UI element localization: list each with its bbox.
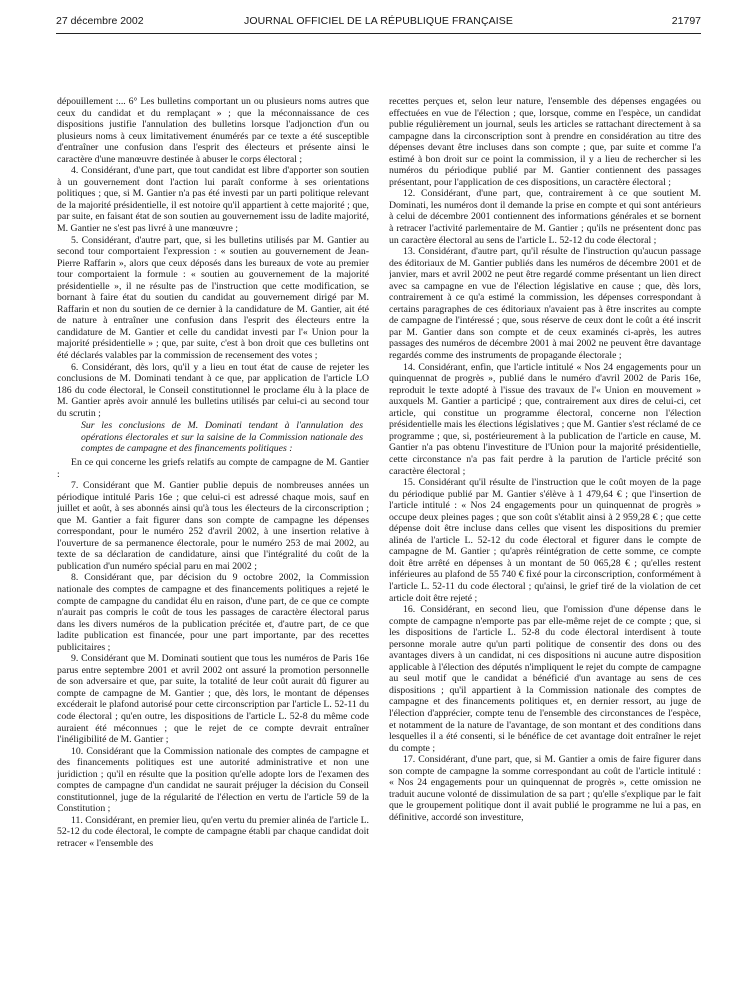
- left-column: [57, 96, 369, 982]
- paragraph-continued: dépouillement :... 6° Les bulletins comportant un ou plusieurs noms autres que ceux du candidat et du remplaçant » ; que la méconnaissance de ces dispositions justifie l'annulation des bulletins lorsque l'adjonction d'un ou plusieurs noms à ceux limitativement énumérés par ce texte a été susceptible d'entraîner une confusion dans l'esprit des électeurs et présente ainsi le caractère d'une manœuvre destinée à abuser le corps électoral ;: [57, 96, 369, 165]
- header-date: 27 décembre 2002: [56, 15, 144, 27]
- journal-title: JOURNAL OFFICIEL DE LA RÉPUBLIQUE FRANÇAISE: [244, 15, 513, 27]
- right-column: [389, 96, 701, 982]
- paragraph-7: 7. Considérant que M. Gantier publie depuis de nombreuses années un périodique intitulé Paris 16e ; que celui-ci est adressé chaque mois, sauf en juillet et août, à ses abonnés ainsi qu'à tous les électeurs de la circonscription ; que M. Gantier a fait figurer dans son compte de campagne les dépenses correspondant, pour le numéro 252 d'avril 2002, à une insertion relative à l'ouverture de sa permanence électorale, pour le numéro 253 de mai 2002, au texte de sa déclaration de candidature, ainsi que l'intégralité du coût de la publication d'un numéro spécial paru en mai 2002 ;: [57, 480, 369, 572]
- paragraph-13: 13. Considérant, d'autre part, qu'il résulte de l'instruction qu'aucun passage des éditoriaux de M. Gantier publiés dans les numéros de décembre 2001 et de janvier, mars et avril 2002 ne peut être regardé comme présentant un lien direct avec sa campagne en vue de l'élection législative en cause ; que, dès lors, contrairement à ce qu'a estimé la commission, les dépenses correspondant à certains paragraphes de ces éditoriaux n'avaient pas à être inscrites au compte de campagne de l'intéressé ; que, sous réserve de ceux dont le coût a été inscrit par M. Gantier dans son compte et de ceux examinés ci-après, les autres passages des numéros de décembre 2001 à mai 2002 ne peuvent être davantage regardés comme des instruments de propagande électorale ;: [389, 246, 701, 362]
- paragraph-15: 15. Considérant qu'il résulte de l'instruction que le coût moyen de la page du périodique publié par M. Gantier s'élève à 1 479,64 € ; que l'insertion de l'article intitulé : « Nos 24 engagements pour un quinquennat de progrès » occupe deux pleines pages ; que son coût s'établit ainsi à 2 959,28 € ; que cette dépense doit être incluse dans celles que visent les dispositions du premier alinéa de l'article L. 52-12 du code électoral et figurer dans le compte de campagne de M. Gantier ; qu'après réintégration de cette somme, ce compte doit être arrêté en dépenses à un montant de 50 065,28 € ; qu'elles restent inférieures au plafond de 55 740 € fixé pour la circonscription, conformément à l'article L. 52-11 du code électoral ; qu'ainsi, le grief tiré de la violation de cet article doit être rejeté ;: [389, 477, 701, 604]
- paragraph-12: 12. Considérant, d'une part, que, contrairement à ce que soutient M. Dominati, les numéros dont il demande la prise en compte et qui sont antérieurs à celui de décembre 2001 contiennent des informations générales et se bornent à retracer l'activité parlementaire de M. Gantier ; qu'ils ne présentent donc pas un caractère électoral au sens de l'article L. 52-12 du code électoral ;: [389, 188, 701, 246]
- paragraph-5: 5. Considérant, d'autre part, que, si les bulletins utilisés par M. Gantier au second tour comportaient l'expression : « soutien au gouvernement de Jean-Pierre Raffarin », alors que ceux déposés dans les bureaux de vote au premier tour comportaient la formule : « soutien au gouvernement de la majorité présidentielle », il ne résulte pas de l'instruction que cette modification, se bornant à faire état du soutien du candidat au gouvernement dirigé par M. Raffarin et non du soutien de ce dernier à la candidature de M. Gantier, ait été de nature à entraîner une confusion dans l'esprit des électeurs entre la candidature de M. Gantier et celle du candidat investi par l'« Union pour la majorité présidentielle » ; que, par suite, c'est à bon droit que ces bulletins ont été déclarés valables par la commission de recensement des votes ;: [57, 234, 369, 362]
- paragraph-17: 17. Considérant, d'une part, que, si M. Gantier a omis de faire figurer dans son compte de campagne la somme correspondant au coût de l'article intitulé : « Nos 24 engagements pour un quinquennat de progrès », cette omission ne traduit aucune volonté de dissimulation de sa part ; qu'elle s'explique par le fait que le groupement politique dont il avait publié le programme ne lui a pas, en définitive, accordé son investiture,: [389, 754, 701, 823]
- paragraph-4: 4. Considérant, d'une part, que tout candidat est libre d'apporter son soutien à un gouvernement dont l'action lui paraît conforme à ses orientations politiques ; que, si M. Gantier n'a pas été investi par un parti politique relevant de la majorité présidentielle, il est notoire qu'il appartient à cette majorité ; que, par suite, en faisant état de son soutien au gouvernement issu de ladite majorité, M. Gantier ne s'est pas livré à une manœuvre ;: [57, 165, 369, 235]
- header-rule: [56, 33, 701, 34]
- section-heading: Sur les conclusions de M. Dominati tendant à l'annulation des opérations électorales et sur la saisine de la Commission nationale des comptes de campagne et des financements politiques :: [81, 420, 363, 455]
- subsection-heading: En ce qui concerne les griefs relatifs au compte de campagne de M. Gantier :: [57, 456, 369, 480]
- paragraph-11: 11. Considérant, en premier lieu, qu'en vertu du premier alinéa de l'article L. 52-12 du code électoral, le compte de campagne établi par chaque candidat doit retracer « l'ensemble des: [57, 814, 369, 849]
- page-number: 21797: [671, 15, 701, 27]
- paragraph-14: 14. Considérant, enfin, que l'article intitulé « Nos 24 engagements pour un quinquennat de progrès », publié dans le numéro d'avril 2002 de Paris 16e, reproduit le texte adopté à l'issue des travaux de l'« Union en mouvement » auxquels M. Gantier a participé ; que, contrairement aux dires de celui-ci, cet article, qui constitue un programme électoral, concerne non l'élection présidentielle mais les élections législatives ; que M. Gantier s'est réclamé de ce programme ; que, si, postérieurement à la publication de l'article en cause, M. Gantier n'a pas obtenu l'investiture de l'Union pour la majorité présidentielle, cette circonstance n'a pas fait perdre à la parution de l'article précité son caractère électoral ;: [389, 361, 701, 477]
- paragraph-6: 6. Considérant, dès lors, qu'il y a lieu en tout état de cause de rejeter les conclusions de M. Dominati tendant à ce que, par application de l'article LO 186 du code électoral, le Conseil constitutionnel le proclame élu à la place de M. Gantier après avoir annulé les bulletins utilisés par celui-ci au second tour du scrutin ;: [57, 361, 369, 419]
- paragraph-16: 16. Considérant, en second lieu, que l'omission d'une dépense dans le compte de campagne n'emporte pas par elle-même rejet de ce compte ; que, si les dispositions de l'article L. 52-8 du code électoral interdisent à toute personne morale autre qu'un parti politique de consentir des dons ou des avantages divers à un candidat, ni ces dispositions ni aucune autre disposition applicable à l'élection des députés n'impliquent le rejet du compte de campagne au seul motif que le candidat a bénéficié d'un avantage au sens de ces dispositions ; qu'il appartient à la Commission nationale des comptes de campagne et des financements politiques et, en dernier ressort, au juge de l'élection d'apprécier, compte tenu de l'ensemble des circonstances de l'espèce, et notamment de la nature de l'avantage, de son montant et des conditions dans lesquelles il a été consenti, si le bénéfice de cet avantage doit entraîner le rejet du compte ;: [389, 604, 701, 754]
- page-header: [56, 15, 701, 31]
- paragraph-9: 9. Considérant que M. Dominati soutient que tous les numéros de Paris 16e parus entre septembre 2001 et avril 2002 ont assuré la promotion personnelle de son adversaire et que, par suite, la totalité de leur coût aurait dû figurer au compte de campagne de M. Gantier ; que, dès lors, le montant de dépenses excéderait le plafond autorisé pour cette circonscription par l'article L. 52-11 du code électoral ; qu'en outre, les dispositions de l'article L. 52-8 du même code auraient été méconnues ; que le rejet de ce compte devrait entraîner l'inéligibilité de M. Gantier ;: [57, 653, 369, 746]
- paragraph-11-continued: recettes perçues et, selon leur nature, l'ensemble des dépenses engagées ou effectuées en vue de l'élection ; que, lorsque, comme en l'espèce, un candidat publie régulièrement un journal, seuls les articles se rattachant directement à sa campagne dans la circonscription sont à prendre en considération au titre des dépenses devant être incluses dans son compte ; que, par suite et comme l'a estimé à bon droit sur ce point la commission, il y a lieu de rechercher si les numéros du périodique publié par M. Gantier contiennent des passages présentant, pour l'application de ces dispositions, un caractère électoral ;: [389, 96, 701, 188]
- paragraph-10: 10. Considérant que la Commission nationale des comptes de campagne et des financements politiques est une autorité administrative et non une juridiction ; qu'il en résulte que la position qu'elle adopte lors de l'examen des comptes de campagne d'un candidat ne saurait préjuger la décision du Conseil constitutionnel, juge de la régularité de l'élection en vertu de l'article 59 de la Constitution ;: [57, 745, 369, 815]
- paragraph-8: 8. Considérant que, par décision du 9 octobre 2002, la Commission nationale des comptes de campagne et des financements politiques a rejeté le compte de campagne du candidat élu en raison, d'une part, de ce que ce compte n'aurait pas compris le coût de tous les passages de caractère électoral parus dans les divers numéros de la publication précitée et, d'autre part, de ce que ladite publication est financée, pour une part importante, par des recettes publicitaires ;: [57, 572, 369, 653]
